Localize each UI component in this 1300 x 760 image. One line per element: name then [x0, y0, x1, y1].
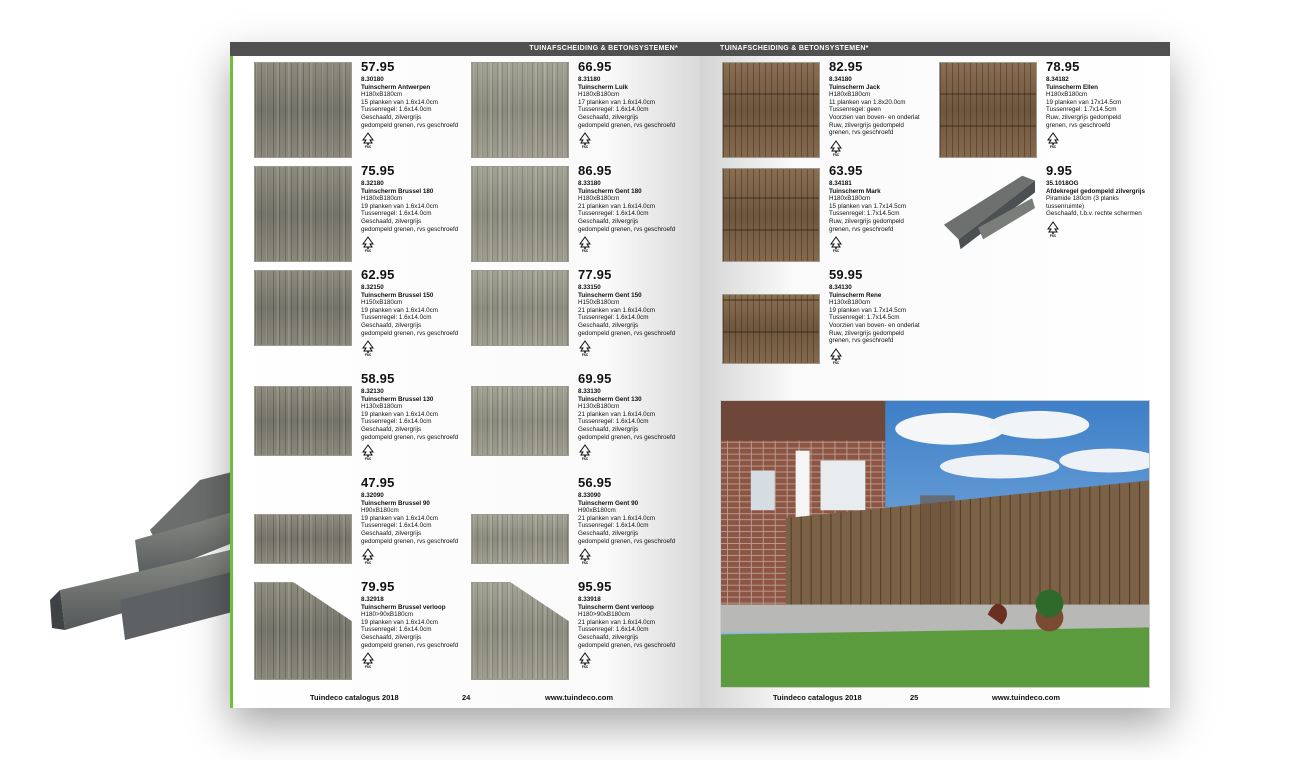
product-spec-line: Geschaafd, zilvergrijs	[361, 113, 422, 121]
product-name: Tuinscherm Luik	[578, 83, 628, 91]
product-name: Tuinscherm Brussel verloop	[361, 603, 446, 611]
product-price: 59.95	[829, 267, 863, 282]
product-code: 8.32918	[361, 596, 384, 603]
product-spec-line: gedompeld grenen, rvs geschroefd	[361, 641, 459, 649]
fence-panel-photo	[722, 62, 820, 158]
product-spec-line: Tussenregel: geen	[829, 106, 881, 114]
product-card[interactable]	[722, 268, 942, 372]
fsc-tree-icon	[361, 132, 375, 148]
product-spec-line: 19 planken van 17x14.5cm	[1046, 98, 1122, 106]
product-spec-line: Geschaafd, zilvergrijs	[361, 529, 422, 537]
svg-text:FSC: FSC	[581, 456, 589, 461]
fsc-tree-icon	[578, 444, 592, 460]
product-price: 9.95	[1046, 163, 1073, 178]
product-spec-line: Tussenregel: 1.6x14.0cm	[578, 210, 649, 218]
product-code: 8.34130	[829, 284, 852, 291]
product-card[interactable]	[471, 372, 691, 476]
product-code: 8.33180	[578, 180, 601, 187]
product-spec-line: 21 planken van 1.6x14.0cm	[578, 514, 656, 522]
product-spec-line: grenen, rvs geschroefd	[829, 337, 894, 345]
product-name: Tuinscherm Ellen	[1046, 83, 1099, 91]
product-spec-line: Tussenregel: 1.6x14.0cm	[578, 626, 649, 634]
fsc-tree-icon	[829, 236, 843, 252]
product-spec-line: Tussenregel: 1.6x14.0cm	[578, 314, 649, 322]
fence-panel-photo	[471, 386, 569, 456]
product-spec-line: Geschaafd, zilvergrijs	[578, 529, 639, 537]
product-spec-line: Geschaafd, zilvergrijs	[361, 425, 422, 433]
product-spec-line: Tussenregel: 1.6x14.0cm	[578, 522, 649, 530]
fence-panel-photo	[254, 582, 352, 680]
svg-text:FSC: FSC	[832, 152, 840, 156]
footer-catalog-title: Tuindeco catalogus 2018	[773, 693, 862, 702]
fsc-tree-icon	[578, 652, 592, 668]
fence-panel-photo	[471, 166, 569, 262]
product-name: Tuinscherm Antwerpen	[361, 83, 431, 91]
product-name: Tuinscherm Brussel 90	[361, 499, 430, 507]
product-size: H180xB180cm	[1046, 91, 1088, 99]
product-spec-line: grenen, rvs geschroefd	[1046, 121, 1111, 129]
svg-text:FSC: FSC	[364, 144, 372, 149]
product-spec-line: gedompeld grenen, rvs geschroefd	[578, 225, 676, 233]
product-size: Piramide 180cm (3 planks	[1046, 195, 1119, 203]
product-size: H180xB180cm	[829, 195, 871, 203]
product-code: 8.32090	[361, 492, 384, 499]
product-card[interactable]	[471, 268, 691, 372]
product-info	[829, 60, 947, 158]
product-name: Tuinscherm Gent verloop	[578, 603, 654, 611]
svg-text:FSC: FSC	[1049, 233, 1057, 237]
fence-panel-photo	[254, 386, 352, 456]
footer-catalog-title: Tuindeco catalogus 2018	[310, 693, 399, 702]
product-card[interactable]	[939, 60, 1159, 164]
fsc-tree-icon	[1046, 221, 1060, 237]
product-name: Tuinscherm Brussel 180	[361, 187, 434, 195]
product-name: Tuinscherm Gent 180	[578, 187, 642, 195]
product-card[interactable]	[722, 60, 942, 164]
fsc-tree-icon	[578, 132, 592, 148]
product-name: Tuinscherm Gent 150	[578, 291, 642, 299]
svg-text:FSC: FSC	[581, 664, 589, 669]
svg-text:FSC: FSC	[1049, 144, 1057, 149]
product-code: 35.1018OG	[1046, 180, 1079, 187]
product-card[interactable]	[254, 372, 474, 476]
product-size: H130xB180cm	[361, 403, 403, 411]
product-size: H180xB180cm	[829, 91, 871, 99]
product-card[interactable]	[254, 580, 474, 684]
product-size: H180xB180cm	[361, 91, 403, 99]
fsc-tree-icon	[1046, 132, 1060, 148]
product-spec-line: Tussenregel: 1.6x14.0cm	[361, 314, 432, 322]
product-card[interactable]	[722, 164, 942, 268]
product-spec-line: 19 planken van 1.6x14.0cm	[361, 410, 439, 418]
product-name: Afdekregel gedompeld zilvergrijs	[1046, 187, 1146, 195]
section-header: TUINAFSCHEIDING & BETONSYSTEMEN*	[230, 42, 700, 56]
svg-text:FSC: FSC	[581, 248, 589, 253]
fence-panel-photo	[254, 62, 352, 158]
svg-text:FSC: FSC	[581, 144, 589, 149]
product-spec-line: Geschaafd, zilvergrijs	[578, 321, 639, 329]
product-spec-line: Tussenregel: 1.7x14.5cm	[829, 210, 900, 218]
product-price: 75.95	[361, 163, 395, 178]
fsc-tree-icon	[829, 348, 843, 364]
cap-rail-photo	[939, 170, 1037, 250]
product-spec-line: 11 planken van 1.8x20.0cm	[829, 98, 906, 106]
fsc-tree-icon	[361, 340, 375, 356]
product-spec-line: Tussenregel: 1.6x14.0cm	[361, 522, 432, 530]
product-spec-line: gedompeld grenen, rvs geschroefd	[578, 121, 676, 129]
product-price: 86.95	[578, 163, 612, 178]
catalog-page-24	[230, 42, 700, 708]
product-size: H180>90xB180cm	[361, 611, 413, 619]
product-size: H130xB180cm	[578, 403, 620, 411]
product-spec-line: Geschaafd, zilvergrijs	[578, 113, 639, 121]
product-spec-line: gedompeld grenen, rvs geschroefd	[578, 433, 676, 441]
product-info	[361, 372, 479, 463]
product-size: H180xB180cm	[578, 91, 620, 99]
product-name: Tuinscherm Rene	[829, 291, 882, 299]
product-spec-line: 21 planken van 1.6x14.0cm	[578, 618, 656, 626]
product-info	[578, 60, 696, 151]
product-size: H180>90xB180cm	[578, 611, 630, 619]
product-name: Tuinscherm Gent 130	[578, 395, 642, 403]
product-price: 63.95	[829, 163, 863, 178]
product-spec-line: Ruw, zilvergrijs gedompeld	[829, 121, 904, 129]
product-name: Tuinscherm Brussel 130	[361, 395, 434, 403]
product-spec-line: Tussenregel: 1.6x14.0cm	[578, 418, 649, 426]
footer-url[interactable]: www.tuindeco.com	[992, 693, 1061, 702]
page-edge-accent	[230, 42, 233, 708]
svg-text:FSC: FSC	[832, 248, 840, 253]
product-card[interactable]	[471, 60, 691, 164]
product-spec-line: 19 planken van 1.6x14.0cm	[361, 514, 439, 522]
product-spec-line: Geschaafd, t.b.v. rechte schermen	[1046, 210, 1142, 218]
product-name: Tuinscherm Mark	[829, 187, 881, 195]
product-spec-line: 19 planken van 1.7x14.5cm	[829, 306, 907, 314]
product-price: 79.95	[361, 579, 395, 594]
product-spec-line: Tussenregel: 1.7x14.5cm	[829, 314, 900, 322]
product-info	[829, 268, 947, 366]
product-spec-line: Voorzien van boven- en onderlat	[829, 321, 920, 329]
svg-text:FSC: FSC	[364, 664, 372, 669]
product-info	[361, 476, 479, 567]
fsc-tree-icon	[829, 140, 843, 156]
fsc-tree-icon	[361, 548, 375, 564]
fence-panel-photo	[722, 294, 820, 364]
product-spec-line: 21 planken van 1.6x14.0cm	[578, 202, 656, 210]
svg-text:FSC: FSC	[832, 360, 840, 364]
product-code: 8.33130	[578, 388, 601, 395]
product-card[interactable]	[254, 476, 474, 580]
product-spec-line: 19 planken van 1.6x14.0cm	[361, 618, 439, 626]
product-spec-line: tussenruimte)	[1046, 202, 1085, 210]
svg-text:FSC: FSC	[581, 352, 589, 357]
fence-panel-photo	[471, 270, 569, 346]
product-info	[361, 60, 479, 151]
product-spec-line: Geschaafd, zilvergrijs	[578, 425, 639, 433]
product-spec-line: 17 planken van 1.6x14.0cm	[578, 98, 656, 106]
product-spec-line: Geschaafd, zilvergrijs	[361, 633, 422, 641]
fsc-tree-icon	[361, 444, 375, 460]
product-spec-line: Geschaafd, zilvergrijs	[578, 633, 639, 641]
product-code: 8.34182	[1046, 76, 1069, 83]
fsc-tree-icon	[361, 652, 375, 668]
product-info	[829, 164, 947, 255]
product-info	[1046, 60, 1164, 151]
product-spec-line: grenen, rvs geschroefd	[829, 225, 894, 233]
cap-rail-planks-image	[40, 470, 240, 670]
product-name: Tuinscherm Jack	[829, 83, 880, 91]
product-size: H180xB180cm	[361, 195, 403, 203]
product-price: 95.95	[578, 579, 612, 594]
product-card[interactable]	[939, 164, 1159, 268]
fence-panel-photo	[471, 582, 569, 680]
product-code: 8.32150	[361, 284, 384, 291]
fsc-tree-icon	[578, 236, 592, 252]
catalog-spread	[230, 42, 1170, 708]
product-spec-line: 21 planken van 1.6x14.0cm	[578, 306, 656, 314]
product-price: 77.95	[578, 267, 612, 282]
fence-panel-photo	[254, 166, 352, 262]
product-info	[1046, 164, 1164, 240]
product-card[interactable]	[254, 60, 474, 164]
product-code: 8.31180	[578, 76, 601, 83]
product-spec-line: gedompeld grenen, rvs geschroefd	[361, 537, 459, 545]
product-spec-line: 15 planken van 1.6x14.0cm	[361, 98, 439, 106]
product-spec-line: Tussenregel: 1.7x14.5cm	[1046, 106, 1117, 114]
footer-page-number: 24	[462, 693, 471, 702]
product-card[interactable]	[471, 164, 691, 268]
product-size: H130xB180cm	[829, 299, 871, 307]
product-spec-line: Tussenregel: 1.6x14.0cm	[361, 626, 432, 634]
product-code: 8.32130	[361, 388, 384, 395]
fence-panel-photo	[471, 514, 569, 564]
product-spec-line: 21 planken van 1.6x14.0cm	[578, 410, 656, 418]
product-spec-line: gedompeld grenen, rvs geschroefd	[361, 225, 459, 233]
svg-text:FSC: FSC	[364, 456, 372, 461]
product-info	[578, 372, 696, 463]
product-name: Tuinscherm Gent 90	[578, 499, 639, 507]
product-spec-line: Geschaafd, zilvergrijs	[361, 217, 422, 225]
fence-panel-photo	[939, 62, 1037, 158]
product-price: 78.95	[1046, 59, 1080, 74]
product-price: 69.95	[578, 371, 612, 386]
product-spec-line: Tussenregel: 1.6x14.0cm	[361, 210, 432, 218]
fence-panel-photo	[254, 270, 352, 346]
product-spec-line: Tussenregel: 1.6x14.0cm	[578, 106, 649, 114]
svg-text:FSC: FSC	[364, 560, 372, 565]
product-info	[361, 268, 479, 359]
product-spec-line: gedompeld grenen, rvs geschroefd	[578, 329, 676, 337]
product-spec-line: Tussenregel: 1.6x14.0cm	[361, 106, 432, 114]
product-spec-line: gedompeld grenen, rvs geschroefd	[361, 433, 459, 441]
product-size: H150xB180cm	[361, 299, 403, 307]
product-spec-line: Geschaafd, zilvergrijs	[578, 217, 639, 225]
product-info	[578, 268, 696, 359]
product-spec-line: 19 planken van 1.6x14.0cm	[361, 306, 439, 314]
product-code: 8.34181	[829, 180, 852, 187]
product-spec-line: 15 planken van 1.7x14.5cm	[829, 202, 907, 210]
product-spec-line: Ruw, zilvergrijs gedompeld	[1046, 113, 1121, 121]
product-spec-line: gedompeld grenen, rvs geschroefd	[361, 121, 459, 129]
product-name: Tuinscherm Brussel 150	[361, 291, 434, 299]
product-price: 57.95	[361, 59, 395, 74]
product-code: 8.34180	[829, 76, 852, 83]
product-code: 8.33150	[578, 284, 601, 291]
product-card[interactable]	[254, 268, 474, 372]
product-spec-line: gedompeld grenen, rvs geschroefd	[361, 329, 459, 337]
fsc-tree-icon	[578, 340, 592, 356]
product-size: H90xB180cm	[361, 507, 399, 515]
product-code: 8.33090	[578, 492, 601, 499]
product-info	[578, 164, 696, 255]
fsc-tree-icon	[361, 236, 375, 252]
product-info	[578, 476, 696, 567]
product-code: 8.30180	[361, 76, 384, 83]
product-card[interactable]	[471, 476, 691, 580]
product-price: 82.95	[829, 59, 863, 74]
product-spec-line: 19 planken van 1.6x14.0cm	[361, 202, 439, 210]
product-size: H180xB180cm	[578, 195, 620, 203]
product-info	[578, 580, 696, 671]
fsc-tree-icon	[578, 548, 592, 564]
product-info	[361, 164, 479, 255]
product-card[interactable]	[471, 580, 691, 684]
product-card[interactable]	[254, 164, 474, 268]
footer-url[interactable]: www.tuindeco.com	[545, 693, 614, 702]
footer-page-number: 25	[910, 693, 919, 702]
product-price: 47.95	[361, 475, 395, 490]
product-spec-line: Tussenregel: 1.6x14.0cm	[361, 418, 432, 426]
product-size: H90xB180cm	[578, 507, 616, 515]
product-spec-line: grenen, rvs geschroefd	[829, 129, 894, 137]
fence-panel-photo	[722, 168, 820, 262]
fence-panel-photo	[254, 514, 352, 564]
product-size: H150xB180cm	[578, 299, 620, 307]
product-spec-line: Geschaafd, zilvergrijs	[361, 321, 422, 329]
svg-text:FSC: FSC	[364, 248, 372, 253]
section-header: TUINAFSCHEIDING & BETONSYSTEMEN*	[700, 42, 1170, 56]
product-spec-line: Ruw, zilvergrijs gedompeld	[829, 217, 904, 225]
catalog-page-25	[700, 42, 1170, 708]
product-code: 8.33918	[578, 596, 601, 603]
product-code: 8.32180	[361, 180, 384, 187]
product-price: 62.95	[361, 267, 395, 282]
product-price: 66.95	[578, 59, 612, 74]
product-price: 58.95	[361, 371, 395, 386]
product-spec-line: gedompeld grenen, rvs geschroefd	[578, 641, 676, 649]
fence-panel-photo	[471, 62, 569, 158]
product-info	[361, 580, 479, 671]
product-price: 56.95	[578, 475, 612, 490]
garden-fence-photo	[720, 400, 1150, 688]
product-spec-line: Voorzien van boven- en onderlat	[829, 113, 920, 121]
product-spec-line: Ruw, zilvergrijs gedompeld	[829, 329, 904, 337]
svg-text:FSC: FSC	[581, 560, 589, 565]
product-spec-line: gedompeld grenen, rvs geschroefd	[578, 537, 676, 545]
svg-text:FSC: FSC	[364, 352, 372, 357]
